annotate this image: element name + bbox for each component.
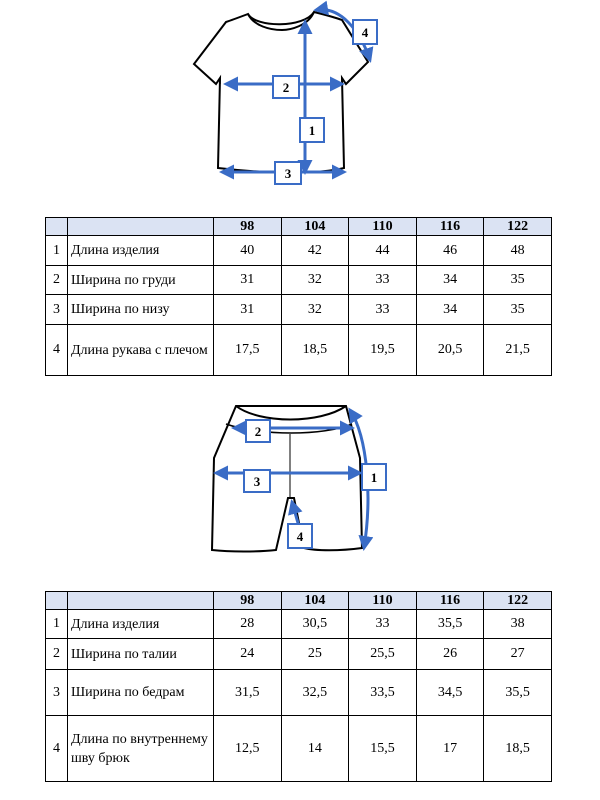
header-name-cell <box>68 218 214 236</box>
table-row <box>46 236 552 266</box>
shorts-marker-1 <box>362 464 386 490</box>
row-value: 12,5 <box>214 716 282 782</box>
row-value: 17 <box>416 716 484 782</box>
row-index: 3 <box>46 670 68 716</box>
header-size-cell: 104 <box>281 218 349 236</box>
header-index-cell <box>46 218 68 236</box>
row-value: 20,5 <box>416 325 484 376</box>
row-name: Длина изделия <box>68 236 214 266</box>
row-value: 31 <box>214 295 282 325</box>
row-value: 27 <box>484 639 552 670</box>
table-row <box>46 295 552 325</box>
row-value: 32 <box>281 266 349 295</box>
row-value: 33 <box>349 266 417 295</box>
row-name: Длина по внутреннему шву брюк <box>68 716 214 782</box>
row-value: 21,5 <box>484 325 552 376</box>
table-row <box>46 716 552 782</box>
table-header-row <box>46 592 552 610</box>
tshirt-size-table <box>45 217 552 376</box>
row-value: 33 <box>349 295 417 325</box>
header-size-cell: 98 <box>214 218 282 236</box>
row-index: 3 <box>46 295 68 325</box>
svg-text:4: 4 <box>296 529 304 544</box>
row-value: 19,5 <box>349 325 417 376</box>
row-value: 14 <box>281 716 349 782</box>
shorts-marker-3 <box>244 470 270 492</box>
shorts-marker-2 <box>246 420 270 442</box>
svg-text:2: 2 <box>282 80 290 95</box>
row-value: 33,5 <box>349 670 417 716</box>
svg-text:3: 3 <box>284 166 292 181</box>
row-value: 25 <box>281 639 349 670</box>
row-name: Длина изделия <box>68 610 214 639</box>
row-index: 1 <box>46 236 68 266</box>
header-size-cell: 122 <box>484 592 552 610</box>
row-value: 38 <box>484 610 552 639</box>
row-value: 28 <box>214 610 282 639</box>
row-index: 4 <box>46 716 68 782</box>
row-value: 48 <box>484 236 552 266</box>
row-index: 2 <box>46 266 68 295</box>
row-value: 32 <box>281 295 349 325</box>
header-size-cell: 116 <box>416 592 484 610</box>
svg-text:4: 4 <box>361 25 369 40</box>
svg-text:2: 2 <box>254 424 262 439</box>
row-index: 4 <box>46 325 68 376</box>
row-name: Длина рукава с плечом <box>68 325 214 376</box>
row-value: 34 <box>416 295 484 325</box>
header-size-cell: 110 <box>349 592 417 610</box>
svg-text:1: 1 <box>308 123 316 138</box>
tshirt-marker-1 <box>300 118 324 142</box>
shorts-marker-4 <box>288 524 312 548</box>
row-value: 30,5 <box>281 610 349 639</box>
row-value: 42 <box>281 236 349 266</box>
row-name: Ширина по бедрам <box>68 670 214 716</box>
shorts-size-table <box>45 591 552 782</box>
row-value: 40 <box>214 236 282 266</box>
table-row <box>46 639 552 670</box>
row-value: 35,5 <box>416 610 484 639</box>
row-value: 31 <box>214 266 282 295</box>
row-value: 17,5 <box>214 325 282 376</box>
row-value: 18,5 <box>281 325 349 376</box>
header-name-cell <box>68 592 214 610</box>
table-row <box>46 670 552 716</box>
row-name: Ширина по низу <box>68 295 214 325</box>
row-value: 18,5 <box>484 716 552 782</box>
row-value: 35,5 <box>484 670 552 716</box>
row-value: 32,5 <box>281 670 349 716</box>
header-size-cell: 110 <box>349 218 417 236</box>
table-header-row <box>46 218 552 236</box>
svg-text:1: 1 <box>370 470 378 485</box>
tshirt-marker-3 <box>275 162 301 184</box>
row-name: Ширина по талии <box>68 639 214 670</box>
row-value: 31,5 <box>214 670 282 716</box>
header-size-cell: 116 <box>416 218 484 236</box>
row-value: 34 <box>416 266 484 295</box>
header-size-cell: 104 <box>281 592 349 610</box>
row-value: 44 <box>349 236 417 266</box>
table-row <box>46 266 552 295</box>
tshirt-marker-2 <box>273 76 299 98</box>
row-value: 35 <box>484 266 552 295</box>
table-row <box>46 610 552 639</box>
row-value: 34,5 <box>416 670 484 716</box>
row-value: 15,5 <box>349 716 417 782</box>
header-size-cell: 98 <box>214 592 282 610</box>
shorts-diagram <box>200 398 400 558</box>
row-index: 1 <box>46 610 68 639</box>
row-index: 2 <box>46 639 68 670</box>
tshirt-marker-4 <box>353 20 377 44</box>
header-size-cell: 122 <box>484 218 552 236</box>
row-value: 46 <box>416 236 484 266</box>
row-value: 35 <box>484 295 552 325</box>
row-name: Ширина по груди <box>68 266 214 295</box>
row-value: 24 <box>214 639 282 670</box>
header-index-cell <box>46 592 68 610</box>
tshirt-diagram <box>190 0 390 192</box>
row-value: 33 <box>349 610 417 639</box>
row-value: 26 <box>416 639 484 670</box>
table-row <box>46 325 552 376</box>
row-value: 25,5 <box>349 639 417 670</box>
svg-text:3: 3 <box>253 474 261 489</box>
